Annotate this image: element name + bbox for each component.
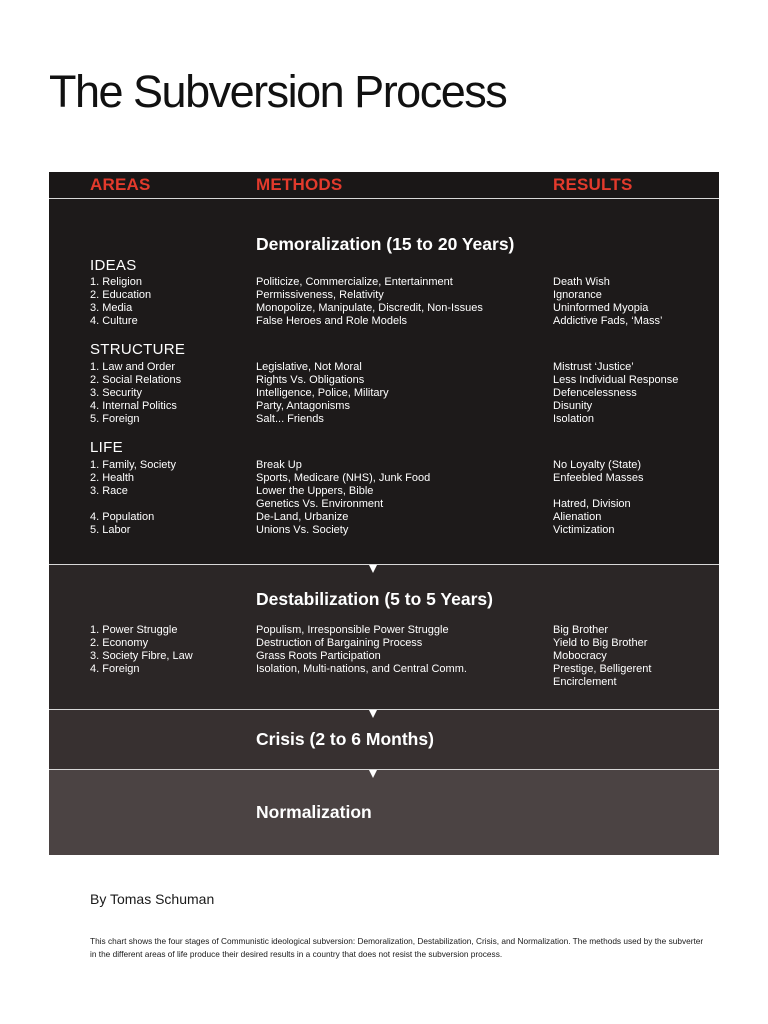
result-cell: Disunity [553, 400, 593, 412]
method-cell: Isolation, Multi-nations, and Central Comm. [256, 663, 467, 675]
arrow-down-icon [369, 710, 377, 718]
method-cell: Permissiveness, Relativity [256, 289, 384, 301]
arrow-down-icon [369, 770, 377, 778]
method-cell: Sports, Medicare (NHS), Junk Food [256, 472, 431, 484]
area-cell: 3. Media [90, 302, 133, 314]
method-cell: False Heroes and Role Models [256, 315, 408, 327]
table-row [49, 276, 719, 289]
arrow-down-icon [369, 565, 377, 573]
table-row [49, 289, 719, 302]
result-cell: Alienation [553, 511, 602, 523]
area-cell: 5. Foreign [90, 413, 140, 425]
method-cell: Populism, Irresponsible Power Struggle [256, 624, 449, 636]
method-cell: Break Up [256, 459, 302, 471]
method-cell: Party, Antagonisms [256, 400, 350, 412]
area-cell: 3. Race [90, 485, 128, 497]
header-areas: AREAS [90, 175, 151, 194]
destabilization-title: Destabilization (5 to 5 Years) [256, 589, 493, 609]
area-cell: 2. Social Relations [90, 374, 182, 386]
area-cell: 3. Security [90, 387, 142, 399]
method-cell: Intelligence, Police, Military [256, 387, 389, 399]
area-cell: 1. Law and Order [90, 361, 175, 373]
result-cell: Death Wish [553, 276, 610, 288]
result-cell: Ignorance [553, 289, 602, 301]
result-cell: Encirclement [553, 676, 617, 688]
group-label-life: LIFE [90, 439, 123, 456]
destabilization-section [49, 565, 719, 710]
crisis-title: Crisis (2 to 6 Months) [256, 729, 434, 749]
area-cell: 2. Health [90, 472, 135, 484]
result-cell: Prestige, Belligerent [553, 663, 652, 675]
table-row [49, 387, 719, 400]
method-cell: Lower the Uppers, Bible [256, 485, 374, 497]
byline: By Tomas Schuman [90, 891, 215, 907]
table-row [49, 650, 719, 663]
table-row [49, 459, 719, 472]
area-cell: 1. Family, Society [90, 459, 176, 471]
normalization-section [49, 770, 719, 855]
structure-rows [49, 361, 719, 426]
demoralization-section [49, 199, 719, 565]
result-cell: Addictive Fads, ‘Mass’ [553, 315, 663, 327]
area-cell: 2. Economy [90, 637, 149, 649]
result-cell: Hatred, Division [553, 498, 631, 510]
method-cell: Legislative, Not Moral [256, 361, 362, 373]
method-cell: Unions Vs. Society [256, 524, 349, 536]
method-cell: Politicize, Commercialize, Entertainment [256, 276, 453, 288]
destabilization-rows [49, 624, 719, 689]
crisis-section [49, 710, 719, 770]
area-cell: 1. Power Struggle [90, 624, 178, 636]
table-row [49, 302, 719, 315]
table-row [49, 413, 719, 426]
page-title: The Subversion Process [49, 66, 507, 117]
result-cell: Isolation [553, 413, 594, 425]
table-row [49, 485, 719, 498]
demoralization-title: Demoralization (15 to 20 Years) [256, 234, 515, 254]
group-label-ideas: IDEAS [90, 257, 137, 274]
table-row [49, 624, 719, 637]
area-cell: 5. Labor [90, 524, 131, 536]
result-cell: Enfeebled Masses [553, 472, 644, 484]
table-row [49, 637, 719, 650]
table-row [49, 374, 719, 387]
method-cell: Genetics Vs. Environment [256, 498, 384, 510]
area-cell: 4. Population [90, 511, 155, 523]
table-row [49, 315, 719, 328]
result-cell: Big Brother [553, 624, 609, 636]
table-row [49, 511, 719, 524]
result-cell: Mobocracy [553, 650, 607, 662]
method-cell: Destruction of Bargaining Process [256, 637, 423, 649]
result-cell: Victimization [553, 524, 615, 536]
result-cell: No Loyalty (State) [553, 459, 642, 471]
result-cell: Defencelessness [553, 387, 637, 399]
area-cell: 4. Culture [90, 315, 138, 327]
header-results: RESULTS [553, 175, 633, 194]
area-cell: 3. Society Fibre, Law [90, 650, 193, 662]
table-row [49, 663, 719, 676]
result-cell: Yield to Big Brother [553, 637, 648, 649]
table-row [49, 676, 719, 689]
area-cell: 4. Internal Politics [90, 400, 177, 412]
ideas-rows [49, 276, 719, 328]
table-row [49, 361, 719, 374]
result-cell: Mistrust ‘Justice’ [553, 361, 634, 373]
column-header [49, 172, 719, 199]
method-cell: De-Land, Urbanize [256, 511, 349, 523]
method-cell: Rights Vs. Obligations [256, 374, 365, 386]
area-cell: 1. Religion [90, 276, 142, 288]
table-row [49, 498, 719, 511]
caption: This chart shows the four stages of Communistic ideological subversion: Demoralization, Destabilization, Crisis, and Normalization. The methods used by the subverter in the different areas of life produce their desired results in a country that does not resist the subversion process. [90, 936, 704, 959]
table-row [49, 400, 719, 413]
subversion-chart [49, 172, 719, 855]
method-cell: Grass Roots Participation [256, 650, 381, 662]
table-row [49, 524, 719, 537]
method-cell: Salt... Friends [256, 413, 324, 425]
result-cell: Uninformed Myopia [553, 302, 649, 314]
life-rows [49, 459, 719, 537]
result-cell: Less Individual Response [553, 374, 679, 386]
header-methods: METHODS [256, 175, 343, 194]
table-row [49, 472, 719, 485]
normalization-title: Normalization [256, 802, 372, 822]
area-cell: 4. Foreign [90, 663, 140, 675]
group-label-structure: STRUCTURE [90, 341, 186, 358]
method-cell: Monopolize, Manipulate, Discredit, Non-Issues [256, 302, 483, 314]
area-cell: 2. Education [90, 289, 152, 301]
